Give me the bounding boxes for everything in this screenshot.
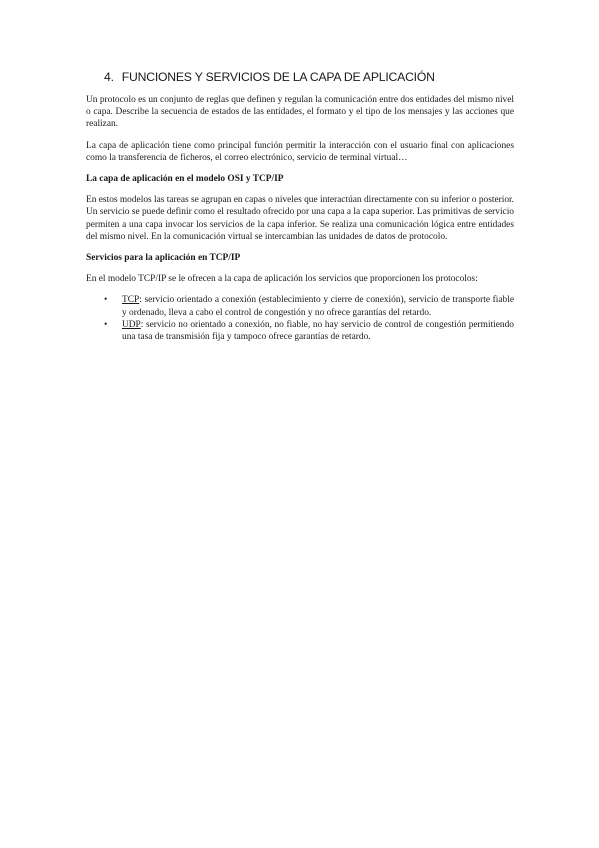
osi-tcpip-paragraph: En estos modelos las tareas se agrupan en capas o niveles que interactúan directamente con su inferior o posterior. Un servicio se puede definir como el resultado ofrecido por una capa a la capa superior. Las primitivas de servicio permiten a una capa invocar los servicios de la capa inferior. Se realiza una comunicación lógica entre entidades del mismo nivel. En la comunicación virtual se intercambian las unidades de datos de protocolo. xyxy=(86,195,514,242)
heading-title: FUNCIONES Y SERVICIOS DE LA CAPA DE APLICACIÓN xyxy=(121,70,435,84)
protocol-name: UDP xyxy=(122,319,141,330)
bullet-icon: • xyxy=(104,295,108,306)
heading-number: 4. xyxy=(104,70,114,84)
main-function-paragraph: La capa de aplicación tiene como principal función permitir la interacción con el usuario final con aplicaciones como la transferencia de ficheros, el correo electrónico, servicio de terminal virtual… xyxy=(86,140,514,163)
list-item-tcp xyxy=(86,294,514,318)
bullet-icon: • xyxy=(104,319,108,330)
protocol-description: : servicio orientado a conexión (establecimiento y cierre de conexión), servicio de transporte fiable y ordenado, lleva a cabo el control de congestión y no ofrece garantías del retardo. xyxy=(122,295,514,318)
section-heading xyxy=(104,70,514,85)
page-content xyxy=(86,70,514,343)
intro-paragraph: Un protocolo es un conjunto de reglas que definen y regulan la comunicación entre dos entidades del mismo nivel o capa. Describe la secuencia de estados de las entidades, el formato y el tipo de los mensajes y las acciones que realizan. xyxy=(86,95,514,130)
subheading-osi-tcpip: La capa de aplicación en el modelo OSI y TCP/IP xyxy=(86,174,284,185)
subheading-services: Servicios para la aplicación en TCP/IP xyxy=(86,253,241,264)
protocol-list xyxy=(86,294,514,343)
list-item-udp xyxy=(86,319,514,343)
protocol-name: TCP xyxy=(122,295,140,306)
protocol-description: : servicio no orientado a conexión, no fiable, no hay servicio de control de congestión permitiendo una tasa de transmisión fija y tampoco ofrece garantías de retardo. xyxy=(122,319,514,343)
services-paragraph: En el modelo TCP/IP se le ofrecen a la capa de aplicación los servicios que proporcionen los protocolos: xyxy=(86,274,478,285)
